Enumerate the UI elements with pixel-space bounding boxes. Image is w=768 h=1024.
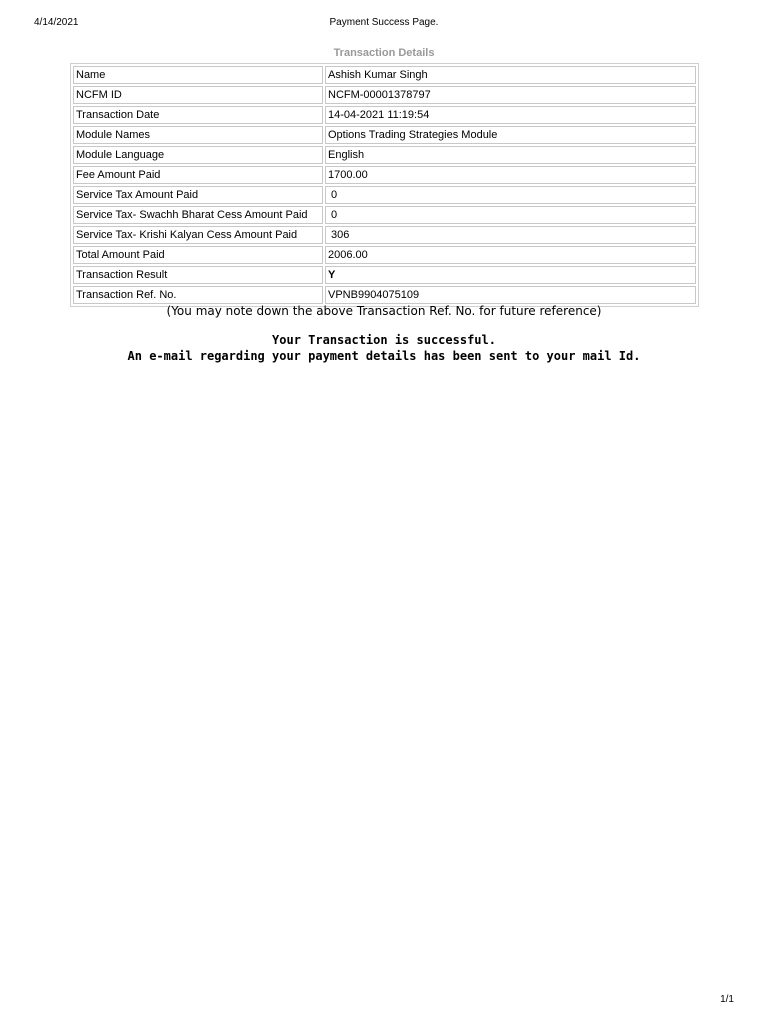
row-value: Ashish Kumar Singh xyxy=(325,66,696,84)
email-confirmation-message: An e-mail regarding your payment details has been sent to your mail Id. xyxy=(127,349,641,363)
row-value: 14-04-2021 11:19:54 xyxy=(325,106,696,124)
table-row xyxy=(73,166,696,184)
print-date: 4/14/2021 xyxy=(34,17,79,28)
print-page-title: Payment Success Page. xyxy=(329,17,439,28)
row-value: English xyxy=(325,146,696,164)
row-label: Transaction Ref. No. xyxy=(73,286,323,304)
row-label: Service Tax- Krishi Kalyan Cess Amount Paid xyxy=(73,226,323,244)
table-row xyxy=(73,286,696,304)
row-label: Service Tax- Swachh Bharat Cess Amount Paid xyxy=(73,206,323,224)
row-label: Module Names xyxy=(73,126,323,144)
row-label: Total Amount Paid xyxy=(73,246,323,264)
row-label: Name xyxy=(73,66,323,84)
transaction-result-value: Y xyxy=(325,266,696,284)
table-row xyxy=(73,106,696,124)
table-row xyxy=(73,146,696,164)
reference-note: (You may note down the above Transaction Ref. No. for future reference) xyxy=(166,304,602,318)
row-value: 0 xyxy=(325,206,696,224)
row-value: 2006.00 xyxy=(325,246,696,264)
row-value: NCFM-00001378797 xyxy=(325,86,696,104)
table-row xyxy=(73,226,696,244)
table-row xyxy=(73,86,696,104)
table-row xyxy=(73,126,696,144)
row-label: Service Tax Amount Paid xyxy=(73,186,323,204)
table-row xyxy=(73,246,696,264)
section-title: Transaction Details xyxy=(333,47,435,59)
row-label: NCFM ID xyxy=(73,86,323,104)
row-value: 0 xyxy=(325,186,696,204)
row-label: Fee Amount Paid xyxy=(73,166,323,184)
print-header xyxy=(0,17,768,31)
row-value: Options Trading Strategies Module xyxy=(325,126,696,144)
row-value: 306 xyxy=(325,226,696,244)
row-label: Transaction Result xyxy=(73,266,323,284)
table-row xyxy=(73,66,696,84)
row-label: Transaction Date xyxy=(73,106,323,124)
table-row xyxy=(73,266,696,284)
row-value: 1700.00 xyxy=(325,166,696,184)
table-row xyxy=(73,206,696,224)
transaction-details-table xyxy=(70,63,699,307)
page-number: 1/1 xyxy=(720,994,734,1005)
table-row xyxy=(73,186,696,204)
row-label: Module Language xyxy=(73,146,323,164)
transaction-ref-value: VPNB9904075109 xyxy=(325,286,696,304)
success-message: Your Transaction is successful. xyxy=(272,333,496,347)
